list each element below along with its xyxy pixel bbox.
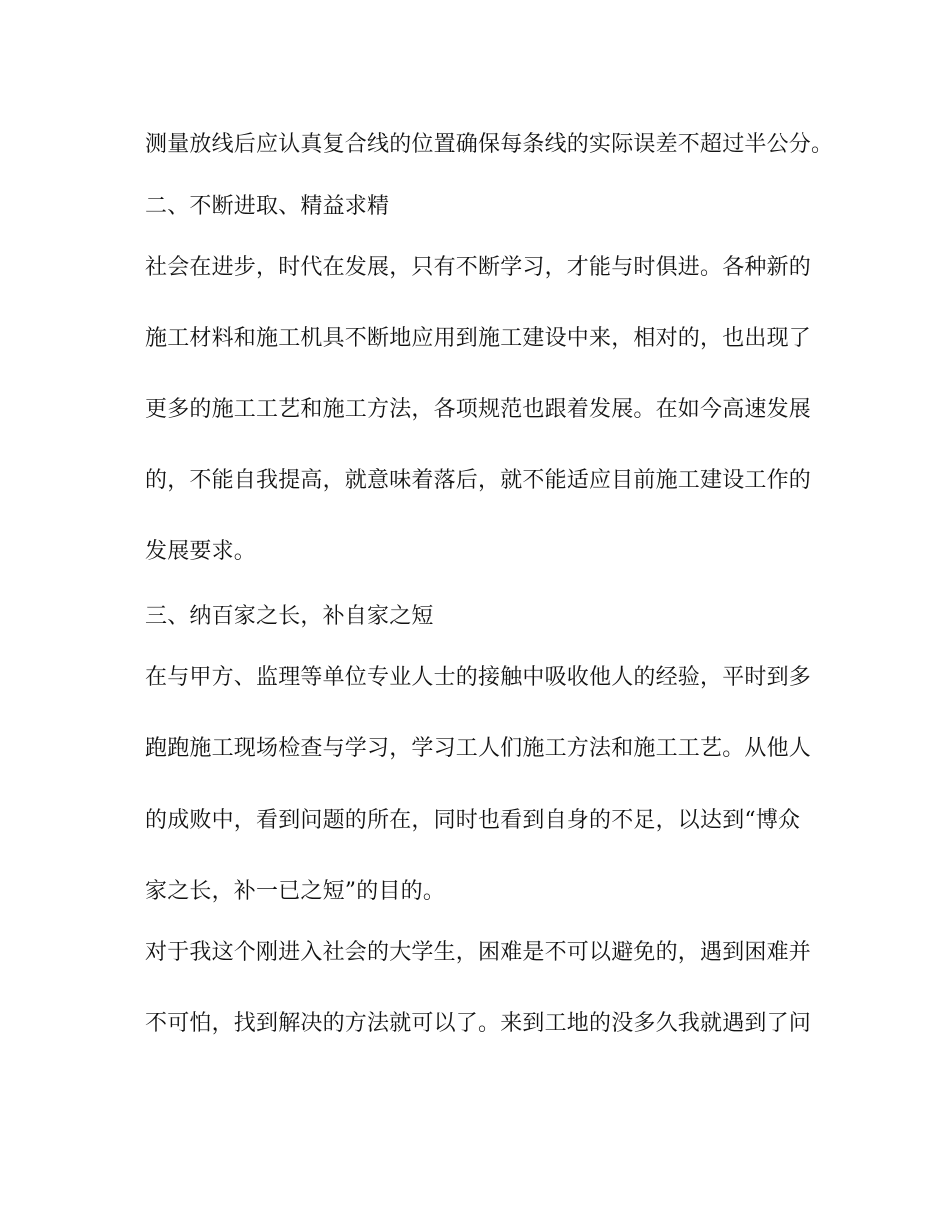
paragraph-line: 测量放线后应认真复合线的位置确保每条线的实际误差不超过半公分。: [145, 132, 834, 157]
paragraph-line: 发展要求。: [145, 539, 257, 564]
paragraph-line: 的成败中，看到问题的所在，同时也看到自身的不足，以达到“博众: [145, 808, 801, 833]
paragraph-line: 在与甲方、监理等单位专业人士的接触中吸收他人的经验，平时到多: [145, 665, 812, 690]
paragraph-line: 社会在进步，时代在发展，只有不断学习，才能与时俱进。各种新的: [145, 255, 812, 280]
paragraph-line: 不可怕，找到解决的方法就可以了。来到工地的没多久我就遇到了问: [145, 1011, 812, 1036]
paragraph-line: 的，不能自我提高，就意味着落后，就不能适应目前施工建设工作的: [145, 468, 812, 493]
paragraph-line: 施工材料和施工机具不断地应用到施工建设中来，相对的，也出现了: [145, 326, 812, 351]
paragraph-line: 跑跑施工现场检查与学习，学习工人们施工方法和施工工艺。从他人: [145, 736, 812, 761]
paragraph-line: 对于我这个刚进入社会的大学生，困难是不可以避免的，遇到困难并: [145, 940, 812, 965]
paragraph-line: 更多的施工工艺和施工方法，各项规范也跟着发展。在如今高速发展: [145, 397, 812, 422]
section-heading: 二、不断进取、精益求精: [145, 194, 390, 219]
paragraph-line: 家之长，补一已之短”的目的。: [145, 879, 446, 904]
section-heading: 三、纳百家之长，补自家之短: [145, 604, 434, 629]
